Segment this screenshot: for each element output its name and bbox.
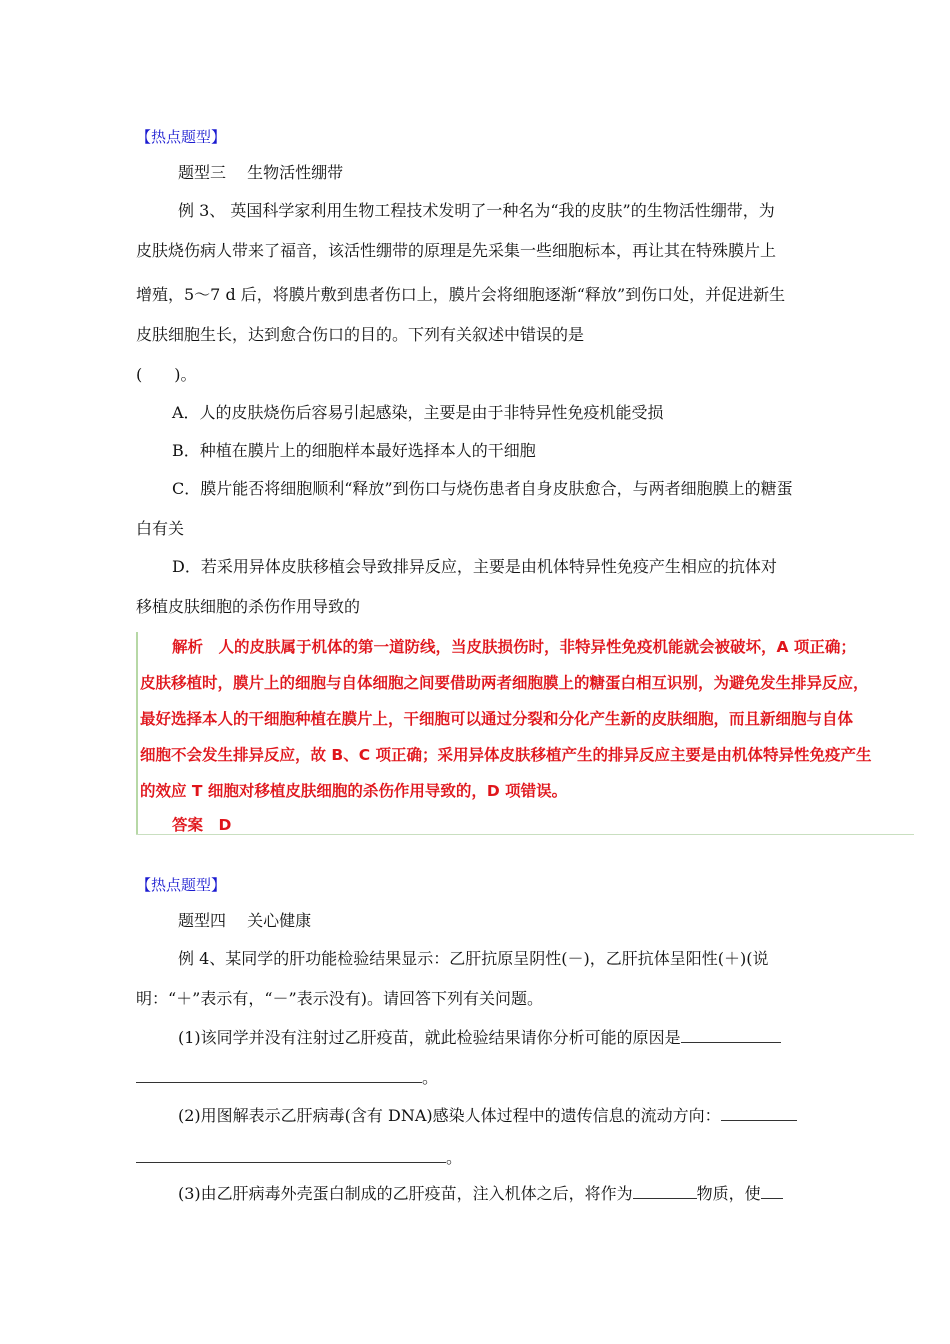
sub-question-3 bbox=[178, 1182, 783, 1205]
analysis-line: 皮肤移植时，膜片上的细胞与自体细胞之间要借助两者细胞膜上的糖蛋白相互识别，为避免发生排异反应， bbox=[140, 674, 869, 692]
answer-blank[interactable] bbox=[136, 1146, 446, 1163]
period: 。 bbox=[422, 1068, 439, 1087]
answer-blank[interactable] bbox=[761, 1182, 783, 1199]
question-line: 例 4、某同学的肝功能检验结果显示：乙肝抗原呈阴性(－)，乙肝抗体呈阳性(＋)(说 bbox=[178, 949, 769, 968]
sub-question-1-text: (1)该同学并没有注射过乙肝疫苗，就此检验结果请你分析可能的原因是 bbox=[178, 1028, 681, 1047]
hot-topic-tag: 【热点题型】 bbox=[136, 128, 227, 146]
answer-blank[interactable] bbox=[721, 1104, 797, 1121]
answer-line: 答案 D bbox=[172, 816, 232, 834]
period: 。 bbox=[446, 1148, 463, 1167]
question-type-title: 题型四 关心健康 bbox=[178, 911, 312, 930]
sub-question-2-continued bbox=[136, 1146, 462, 1169]
analysis-line: 细胞不会发生排异反应，故 B、C 项正确；采用异体皮肤移植产生的排异反应主要是由机体特异性免疫产生 bbox=[140, 746, 872, 764]
question-line: 皮肤烧伤病人带来了福音，该活性绷带的原理是先采集一些细胞标本，再让其在特殊膜片上 bbox=[136, 241, 777, 260]
sub-question-3-text: (3)由乙肝病毒外壳蛋白制成的乙肝疫苗，注入机体之后，将作为 bbox=[178, 1184, 633, 1203]
analysis-line: 的效应 T 细胞对移植皮肤细胞的杀伤作用导致的，D 项错误。 bbox=[140, 782, 568, 800]
hot-topic-tag: 【热点题型】 bbox=[136, 876, 227, 894]
option-b: B．种植在膜片上的细胞样本最好选择本人的干细胞 bbox=[172, 441, 536, 460]
option-c-continued: 白有关 bbox=[136, 519, 185, 538]
answer-blank[interactable] bbox=[136, 1066, 422, 1083]
question-line: 明：“＋”表示有，“－”表示没有)。请回答下列有关问题。 bbox=[136, 989, 543, 1008]
answer-blank[interactable] bbox=[633, 1182, 697, 1199]
analysis-divider bbox=[136, 834, 914, 835]
question-line: 增殖，5～7 d 后，将膜片敷到患者伤口上，膜片会将细胞逐渐“释放”到伤口处，并促进新生 bbox=[136, 285, 786, 304]
analysis-line: 最好选择本人的干细胞种植在膜片上，干细胞可以通过分裂和分化产生新的皮肤细胞，而且新细胞与自体 bbox=[140, 710, 854, 728]
sub-question-1 bbox=[178, 1026, 781, 1049]
answer-paren: ( )。 bbox=[136, 365, 197, 384]
option-a: A．人的皮肤烧伤后容易引起感染，主要是由于非特异性免疫机能受损 bbox=[172, 403, 664, 422]
sub-question-2 bbox=[178, 1104, 797, 1127]
option-c: C．膜片能否将细胞顺利“释放”到伤口与烧伤患者自身皮肤愈合，与两者细胞膜上的糖蛋 bbox=[172, 479, 793, 498]
question-type-title: 题型三 生物活性绷带 bbox=[178, 163, 344, 182]
sub-question-2-text: (2)用图解表示乙肝病毒(含有 DNA)感染人体过程中的遗传信息的流动方向： bbox=[178, 1106, 721, 1125]
option-d: D．若采用异体皮肤移植会导致排异反应，主要是由机体特异性免疫产生相应的抗体对 bbox=[172, 557, 777, 576]
question-line: 例 3、 英国科学家利用生物工程技术发明了一种名为“我的皮肤”的生物活性绷带，为 bbox=[178, 201, 775, 220]
question-line: 皮肤细胞生长，达到愈合伤口的目的。下列有关叙述中错误的是 bbox=[136, 325, 585, 344]
option-d-continued: 移植皮肤细胞的杀伤作用导致的 bbox=[136, 597, 361, 616]
sub-question-3-text-b: 物质，使 bbox=[696, 1184, 761, 1203]
analysis-line: 解析 人的皮肤属于机体的第一道防线，当皮肤损伤时，非特异性免疫机能就会被破坏，A 项正确； bbox=[172, 638, 856, 656]
analysis-side-bar bbox=[136, 632, 138, 834]
sub-question-1-continued bbox=[136, 1066, 438, 1089]
answer-blank[interactable] bbox=[681, 1026, 781, 1043]
